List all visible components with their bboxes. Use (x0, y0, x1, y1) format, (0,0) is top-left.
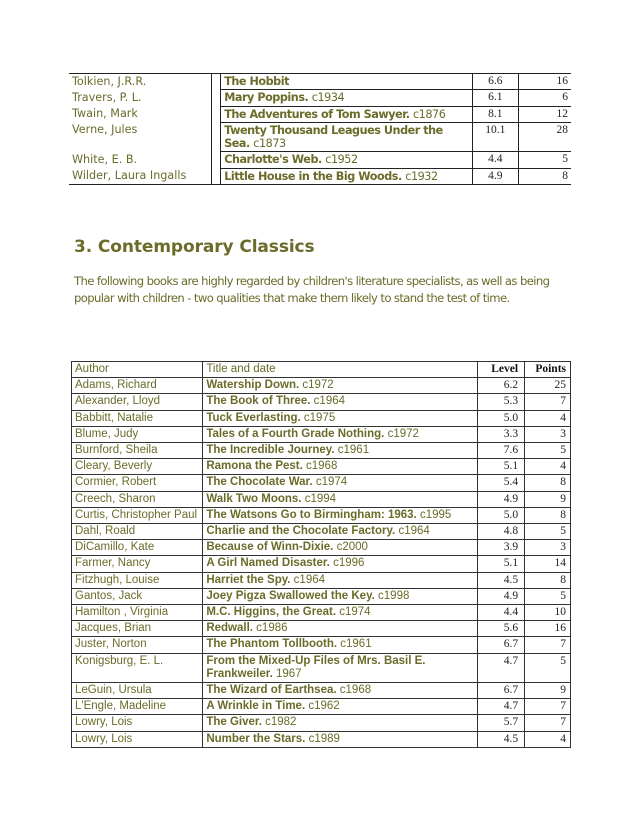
title-cell (203, 426, 478, 442)
points-cell: 7 (525, 394, 571, 410)
book-date: c1952 (325, 153, 358, 167)
level-cell: 8.1 (473, 106, 518, 122)
book-date: c1968 (306, 460, 338, 473)
title-cell (203, 475, 478, 491)
book-date: c1989 (308, 732, 340, 745)
table-row (72, 637, 571, 653)
book-title: The Wizard of Earthsea. (206, 684, 337, 697)
book-title: Little House in the Big Woods. (224, 169, 402, 183)
author-cell: DiCamillo, Kate (72, 540, 203, 556)
book-title: The Phantom Tollbooth. (206, 638, 338, 651)
book-title: Mary Poppins. (224, 91, 309, 105)
book-date: c1972 (387, 427, 419, 440)
table-row (69, 168, 571, 184)
book-date: c1986 (256, 622, 288, 635)
book-title: Because of Winn-Dixie. (206, 541, 334, 554)
table-row (72, 475, 571, 491)
table-row (72, 588, 571, 604)
points-cell: 3 (525, 426, 571, 442)
title-cell (203, 637, 478, 653)
author-cell: Creech, Sharon (72, 491, 203, 507)
section-intro: The following books are highly regarded by children's literature specialists, as well as being popular with children - two qualities that make them likely to stand the test of time. (74, 274, 550, 306)
book-title: From the Mixed-Up Files of Mrs. Basil E. Frankweiler. (206, 654, 426, 680)
table-row (72, 731, 571, 747)
author-cell: Babbitt, Natalie (72, 410, 203, 426)
level-cell: 6.6 (473, 74, 518, 90)
level-cell: 6.7 (478, 683, 525, 699)
title-cell (203, 621, 478, 637)
title-cell (203, 683, 478, 699)
book-date: c1974 (339, 606, 371, 619)
title-cell (221, 168, 473, 184)
contemporary-classics-table (71, 361, 571, 748)
author-cell: Verne, Jules (69, 122, 212, 152)
book-date: c1972 (302, 379, 334, 392)
points-cell: 10 (525, 605, 571, 621)
table-row (72, 715, 571, 731)
level-cell: 4.7 (478, 653, 525, 682)
level-cell: 4.9 (473, 168, 518, 184)
cell-gap (212, 90, 221, 106)
book-date: c1876 (412, 107, 446, 121)
level-cell: 4.8 (478, 524, 525, 540)
level-cell: 4.4 (473, 152, 518, 168)
author-cell: Dahl, Roald (72, 524, 203, 540)
book-title: Twenty Thousand Leagues Under the Sea. (224, 123, 443, 151)
title-cell (221, 74, 473, 90)
book-title: Charlie and the Chocolate Factory. (206, 525, 396, 538)
title-cell (203, 443, 478, 459)
book-title: Joey Pigza Swallowed the Key. (206, 589, 375, 602)
title-cell (203, 588, 478, 604)
book-title: The Adventures of Tom Sawyer. (224, 107, 410, 121)
book-title: Harriet the Spy. (206, 573, 291, 586)
table-row (69, 122, 571, 152)
author-cell: Tolkien, J.R.R. (69, 74, 212, 90)
author-cell: Lowry, Lois (72, 731, 203, 747)
points-cell: 28 (518, 122, 571, 152)
table-row (72, 556, 571, 572)
level-cell: 3.9 (478, 540, 525, 556)
book-title: A Wrinkle in Time. (206, 700, 306, 713)
table-row (72, 524, 571, 540)
points-cell: 9 (525, 683, 571, 699)
book-date: c1961 (340, 638, 372, 651)
title-cell (203, 540, 478, 556)
title-cell (221, 90, 473, 106)
table-row (72, 653, 571, 682)
level-cell: 6.7 (478, 637, 525, 653)
points-cell: 5 (525, 443, 571, 459)
table-header-row (72, 362, 571, 378)
level-cell: 6.2 (478, 378, 525, 394)
title-cell (221, 152, 473, 168)
points-cell: 3 (525, 540, 571, 556)
author-cell: LeGuin, Ursula (72, 683, 203, 699)
book-table-continued (69, 73, 571, 185)
author-cell: L'Engle, Madeline (72, 699, 203, 715)
author-cell: Curtis, Christopher Paul (72, 507, 203, 523)
header-author: Author (72, 362, 203, 378)
section-heading: 3. Contemporary Classics (74, 237, 315, 257)
book-date: c1934 (311, 91, 345, 105)
book-title: The Book of Three. (206, 395, 311, 408)
points-cell: 14 (525, 556, 571, 572)
author-cell: Lowry, Lois (72, 715, 203, 731)
table-row (69, 152, 571, 168)
title-cell (203, 699, 478, 715)
book-date: c1962 (308, 700, 340, 713)
author-cell: Konigsburg, E. L. (72, 653, 203, 682)
book-date: c1932 (405, 169, 438, 183)
book-date: c1961 (337, 444, 370, 457)
book-date: c1982 (265, 716, 297, 729)
book-title: M.C. Higgins, the Great. (206, 606, 337, 619)
cell-gap (212, 122, 221, 152)
book-title: Redwall. (206, 622, 253, 635)
points-cell: 4 (525, 459, 571, 475)
title-cell (203, 507, 478, 523)
level-cell: 5.4 (478, 475, 525, 491)
level-cell: 4.5 (478, 572, 525, 588)
book-date: c1964 (293, 573, 326, 586)
author-cell: Twain, Mark (69, 106, 212, 122)
contemporary-classics-table-body (72, 362, 571, 748)
table-row (69, 90, 571, 106)
points-cell: 5 (525, 524, 571, 540)
table-row (72, 394, 571, 410)
book-date: c1964 (398, 525, 430, 538)
book-title: The Incredible Journey. (206, 444, 335, 457)
points-cell: 6 (518, 90, 571, 106)
table-row (72, 491, 571, 507)
points-cell: 16 (518, 74, 571, 90)
header-points: Points (525, 362, 571, 378)
title-cell (203, 731, 478, 747)
points-cell: 7 (525, 715, 571, 731)
book-date: c1974 (315, 476, 348, 489)
table-row (72, 410, 571, 426)
author-cell: Fitzhugh, Louise (72, 572, 203, 588)
table-row (72, 426, 571, 442)
book-date: c1873 (253, 137, 286, 151)
cell-gap (212, 106, 221, 122)
book-title: A Girl Named Disaster. (206, 557, 330, 570)
level-cell: 4.9 (478, 588, 525, 604)
title-cell (203, 556, 478, 572)
table-row (72, 572, 571, 588)
level-cell: 10.1 (473, 122, 518, 152)
table-row (72, 378, 571, 394)
points-cell: 5 (525, 588, 571, 604)
author-cell: Cormier, Robert (72, 475, 203, 491)
table-row (69, 74, 571, 90)
level-cell: 7.6 (478, 443, 525, 459)
points-cell: 8 (518, 168, 571, 184)
title-cell (203, 572, 478, 588)
book-title: Walk Two Moons. (206, 492, 302, 505)
author-cell: Adams, Richard (72, 378, 203, 394)
points-cell: 5 (525, 653, 571, 682)
table-row (72, 605, 571, 621)
book-title: Ramona the Pest. (206, 460, 303, 473)
author-cell: Farmer, Nancy (72, 556, 203, 572)
points-cell: 8 (525, 572, 571, 588)
table-row (72, 443, 571, 459)
table-row (72, 459, 571, 475)
points-cell: 8 (525, 507, 571, 523)
level-cell: 3.3 (478, 426, 525, 442)
book-title: The Chocolate War. (206, 476, 313, 489)
author-cell: Travers, P. L. (69, 90, 212, 106)
table-row (72, 540, 571, 556)
author-cell: Alexander, Lloyd (72, 394, 203, 410)
level-cell: 4.7 (478, 699, 525, 715)
author-cell: White, E. B. (69, 152, 212, 168)
title-cell (203, 605, 478, 621)
title-cell (203, 459, 478, 475)
table-row (72, 621, 571, 637)
title-cell (203, 378, 478, 394)
points-cell: 4 (525, 410, 571, 426)
table-row (72, 683, 571, 699)
table-row (72, 699, 571, 715)
header-level: Level (478, 362, 525, 378)
book-date: c2000 (336, 541, 368, 554)
title-cell (203, 715, 478, 731)
header-title: Title and date (203, 362, 478, 378)
level-cell: 6.1 (473, 90, 518, 106)
points-cell: 25 (525, 378, 571, 394)
author-cell: Burnford, Sheila (72, 443, 203, 459)
book-date: c1995 (419, 508, 452, 521)
book-title: Tuck Everlasting. (206, 411, 301, 424)
author-cell: Hamilton , Virginia (72, 605, 203, 621)
author-cell: Juster, Norton (72, 637, 203, 653)
cell-gap (212, 168, 221, 184)
table-row (69, 106, 571, 122)
points-cell: 4 (525, 731, 571, 747)
level-cell: 4.9 (478, 491, 525, 507)
cell-gap (212, 74, 221, 90)
book-date: c1975 (303, 411, 336, 424)
level-cell: 5.7 (478, 715, 525, 731)
table-row (72, 507, 571, 523)
book-title: The Watsons Go to Birmingham: 1963. (206, 508, 417, 521)
author-cell: Cleary, Beverly (72, 459, 203, 475)
book-title: The Hobbit (224, 75, 290, 88)
level-cell: 5.3 (478, 394, 525, 410)
title-cell (221, 106, 473, 122)
book-date: c1998 (378, 589, 410, 602)
book-date: 1967 (276, 667, 302, 680)
level-cell: 4.4 (478, 605, 525, 621)
book-title: Charlotte's Web. (224, 153, 322, 167)
author-cell: Blume, Judy (72, 426, 203, 442)
book-date: c1996 (333, 557, 365, 570)
points-cell: 12 (518, 106, 571, 122)
book-title: Tales of a Fourth Grade Nothing. (206, 427, 385, 440)
title-cell (203, 491, 478, 507)
book-title: Watership Down. (206, 379, 300, 392)
cell-gap (212, 152, 221, 168)
level-cell: 5.0 (478, 507, 525, 523)
title-cell (221, 122, 473, 152)
points-cell: 16 (525, 621, 571, 637)
book-date: c1964 (313, 395, 346, 408)
book-date: c1994 (304, 492, 337, 505)
points-cell: 7 (525, 699, 571, 715)
title-cell (203, 410, 478, 426)
level-cell: 5.0 (478, 410, 525, 426)
level-cell: 5.1 (478, 556, 525, 572)
title-cell (203, 394, 478, 410)
points-cell: 8 (525, 475, 571, 491)
book-title: Number the Stars. (206, 732, 306, 745)
level-cell: 5.1 (478, 459, 525, 475)
author-cell: Gantos, Jack (72, 588, 203, 604)
points-cell: 9 (525, 491, 571, 507)
level-cell: 5.6 (478, 621, 525, 637)
title-cell (203, 524, 478, 540)
points-cell: 5 (518, 152, 571, 168)
author-cell: Jacques, Brian (72, 621, 203, 637)
book-date: c1968 (339, 684, 372, 697)
book-table-continued-body (69, 74, 571, 185)
author-cell: Wilder, Laura Ingalls (69, 168, 212, 184)
title-cell (203, 653, 478, 682)
book-title: The Giver. (206, 716, 262, 729)
points-cell: 7 (525, 637, 571, 653)
level-cell: 4.5 (478, 731, 525, 747)
